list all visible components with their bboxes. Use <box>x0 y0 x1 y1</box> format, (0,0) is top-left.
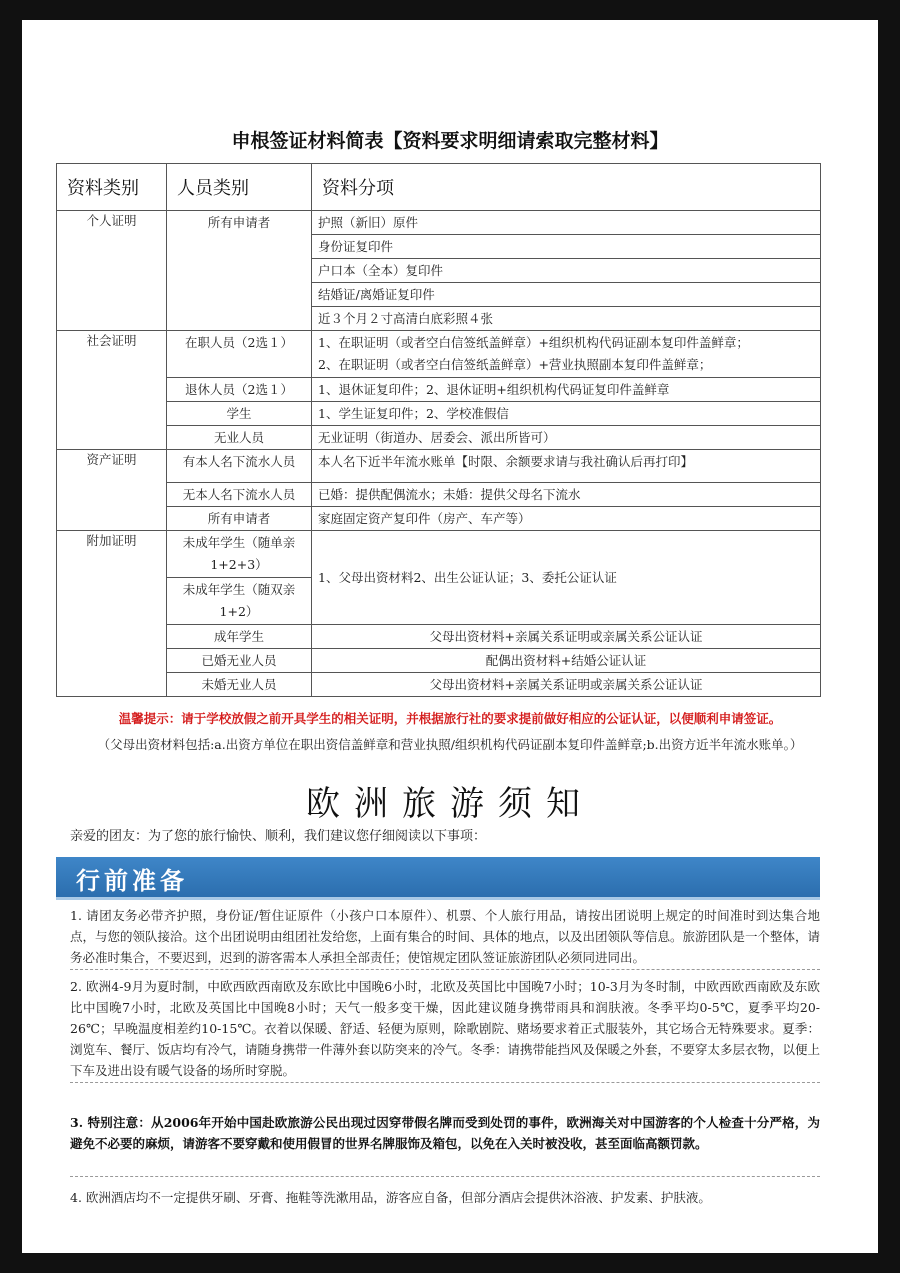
item-cell: 户口本（全本）复印件 <box>312 259 821 283</box>
person-married-unemployed: 已婚无业人员 <box>167 649 312 673</box>
item-cell: 配偶出资材料+结婚公证认证 <box>312 649 821 673</box>
table-row <box>57 402 821 426</box>
item-cell: 无业证明（街道办、居委会、派出所皆可） <box>312 426 821 450</box>
item-cell: 身份证复印件 <box>312 235 821 259</box>
person-all-asset: 所有申请者 <box>167 507 312 531</box>
table-row <box>57 531 821 578</box>
item-cell: 已婚：提供配偶流水；未婚：提供父母名下流水 <box>312 483 821 507</box>
header-person: 人员类别 <box>167 164 312 211</box>
table-row <box>57 211 821 235</box>
category-additional: 附加证明 <box>57 531 167 697</box>
divider <box>70 969 820 970</box>
table-row <box>57 378 821 402</box>
table-row <box>57 625 821 649</box>
item-line: 2、在职证明（或者空白信签纸盖鲜章）+营业执照副本复印件盖鲜章； <box>318 357 712 372</box>
paragraph-4: 4. 欧洲酒店均不一定提供牙刷、牙膏、拖鞋等洗漱用品，游客应自备，但部分酒店会提供沐浴液、护发素、护肤液。 <box>70 1190 711 1205</box>
table-row <box>57 507 821 531</box>
item-cell: 护照（新旧）原件 <box>312 211 821 235</box>
warm-tip: 温馨提示：请于学校放假之前开具学生的相关证明，并根据旅行社的要求提前做好相应的公证认证，以便顺利申请签证。 <box>118 711 782 726</box>
funding-note: （父母出资材料包括:a.出资方单位在职出资信盖鲜章和营业执照/组织机构代码证副本复印件盖鲜章;b.出资方近半年流水账单。） <box>97 737 803 752</box>
person-minor-both: 未成年学生（随双亲1+2） <box>167 578 312 625</box>
table-row <box>57 331 821 378</box>
paragraph-2: 2. 欧洲4-9月为夏时制，中欧西欧西南欧及东欧比中国晚6小时，北欧及英国比中国晚7小时；10-3月为冬时制，中欧西欧西南欧及东欧比中国晚7小时，北欧及英国比中国晚8小时；天气一般多变干燥，因此建议随身携带雨具和润肤液。冬季平均0-5℃，夏季平均20-26℃；早晚温度相差约10-15℃。衣着以保暖、舒适、轻便为原则，除歌剧院、赌场要求着正式服装外，其它场合无特殊要求。夏季：浏览车、餐厅、饭店均有冷气，请随身携带一件薄外套以防突来的冷气。冬季：请携带能挡风及保暖之外套，不要穿太多层衣物，以便上下车及进出设有暖气设备的场所时穿脱。 <box>70 979 821 1078</box>
banner-title: 行前准备 <box>76 867 188 895</box>
category-social: 社会证明 <box>57 331 167 450</box>
table-row <box>57 673 821 697</box>
item-cell: 1、退休证复印件；2、退休证明+组织机构代码证复印件盖鲜章 <box>312 378 821 402</box>
divider <box>70 1082 820 1083</box>
item-cell: 父母出资材料+亲属关系证明或亲属关系公证认证 <box>312 625 821 649</box>
category-assets: 资产证明 <box>57 450 167 531</box>
item-cell: 1、父母出资材料2、出生公证认证；3、委托公证认证 <box>312 531 821 625</box>
paragraph-1: 1. 请团友务必带齐护照，身份证/暂住证原件（小孩户口本原件）、机票、个人旅行用品，请按出团说明上规定的时间准时到达集合地点，与您的领队接洽。这个出团说明由组团社发给您，上面有集合的时间、具体的地点，以及出团领队等信息。旅游团队是一个整体，请务必准时集合，不要迟到，迟到的游客需本人承担全部责任；使馆规定团队签证旅游团队必须同进同出。 <box>70 908 821 965</box>
item-cell: 家庭固定资产复印件（房产、车产等） <box>312 507 821 531</box>
item-line: 1、在职证明（或者空白信签纸盖鲜章）+组织机构代码证副本复印件盖鲜章； <box>318 335 749 350</box>
table-row <box>57 426 821 450</box>
header-items: 资料分项 <box>312 164 821 211</box>
person-adult-student: 成年学生 <box>167 625 312 649</box>
person-no-flow: 无本人名下流水人员 <box>167 483 312 507</box>
item-cell: 父母出资材料+亲属关系证明或亲属关系公证认证 <box>312 673 821 697</box>
item-cell: 本人名下近半年流水账单【时限、余额要求请与我社确认后再打印】 <box>312 450 821 483</box>
person-unemployed: 无业人员 <box>167 426 312 450</box>
table-header-row <box>57 164 821 211</box>
divider <box>70 1176 820 1177</box>
paragraph-3: 3. 特别注意：从2006年开始中国赴欧旅游公民出现过因穿带假名牌而受到处罚的事件，欧洲海关对中国游客的个人检查十分严格，为避免不必要的麻烦，请游客不要穿戴和使用假冒的世界名牌服饰及箱包，以免在入关时被没收，甚至面临高额罚款。 <box>70 1115 820 1151</box>
item-cell <box>312 331 821 378</box>
item-cell: 近３个月２寸高清白底彩照４张 <box>312 307 821 331</box>
item-cell: 1、学生证复印件；2、学校准假信 <box>312 402 821 426</box>
document-page <box>22 20 878 1253</box>
guide-title: 欧洲旅游须知 <box>306 784 594 824</box>
person-retired: 退休人员（2选１） <box>167 378 312 402</box>
person-student: 学生 <box>167 402 312 426</box>
person-unmarried-unemployed: 未婚无业人员 <box>167 673 312 697</box>
section-banner <box>56 857 820 900</box>
person-minor-single: 未成年学生（随单亲1+2+3） <box>167 531 312 578</box>
table-row <box>57 450 821 483</box>
table-row <box>57 483 821 507</box>
table-row <box>57 649 821 673</box>
header-category: 资料类别 <box>57 164 167 211</box>
person-all-applicants: 所有申请者 <box>167 211 312 331</box>
person-employed: 在职人员（2选１） <box>167 331 312 378</box>
category-personal: 个人证明 <box>57 211 167 331</box>
person-own-flow: 有本人名下流水人员 <box>167 450 312 483</box>
page-title: 申根签证材料简表【资料要求明细请索取完整材料】 <box>231 130 669 152</box>
greeting-text: 亲爱的团友：为了您的旅行愉快、顺利，我们建议您仔细阅读以下事项： <box>70 829 487 844</box>
item-cell: 结婚证/离婚证复印件 <box>312 283 821 307</box>
requirements-table <box>56 163 821 697</box>
